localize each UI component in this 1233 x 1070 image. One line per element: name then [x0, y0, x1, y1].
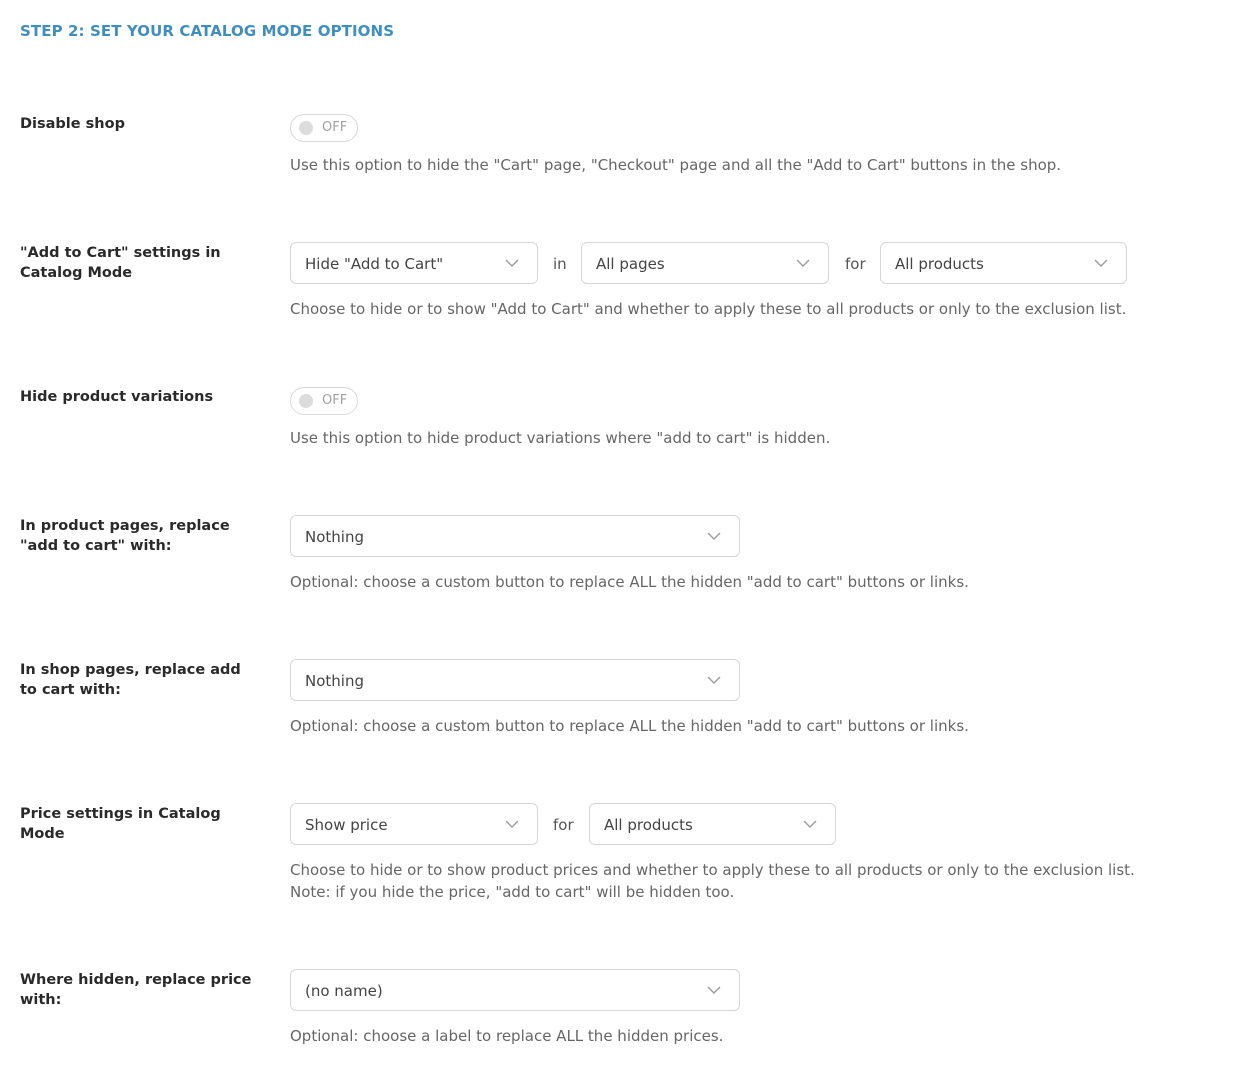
- disable-shop-toggle-state: OFF: [322, 120, 348, 135]
- shop-pages-replace-select[interactable]: [290, 659, 740, 701]
- toggle-knob-icon: [299, 121, 313, 135]
- add-to-cart-settings-label: "Add to Cart" settings in Catalog Mode: [20, 245, 221, 281]
- product-pages-replace-label: In product pages, replace "add to cart" with:: [20, 518, 230, 554]
- price-settings-label: Price settings in Catalog Mode: [20, 806, 221, 842]
- chevron-down-icon: [707, 531, 721, 541]
- price-visibility-value: Show price: [305, 816, 388, 834]
- product-pages-replace-description: Optional: choose a custom button to replace ALL the hidden "add to cart" buttons or links.: [290, 573, 969, 591]
- product-pages-replace-value: Nothing: [305, 528, 364, 546]
- add-to-cart-products-value: All products: [895, 255, 984, 273]
- shop-pages-replace-label: In shop pages, replace add to cart with:: [20, 662, 241, 698]
- hide-variations-toggle[interactable]: [290, 387, 358, 415]
- chevron-down-icon: [803, 819, 817, 829]
- hide-variations-description: Use this option to hide product variations where "add to cart" is hidden.: [290, 429, 831, 447]
- price-products-value: All products: [604, 816, 693, 834]
- price-replace-value: (no name): [305, 982, 383, 1000]
- price-products-select[interactable]: [589, 803, 836, 845]
- disable-shop-label: Disable shop: [20, 116, 125, 132]
- toggle-knob-icon: [299, 394, 313, 408]
- price-settings-description-line1: Choose to hide or to show product prices and whether to apply these to all products or only to the exclusion list.: [290, 861, 1135, 879]
- price-settings-description-line2: Note: if you hide the price, "add to cart" will be hidden too.: [290, 883, 735, 901]
- step-title: STEP 2: SET YOUR CATALOG MODE OPTIONS: [20, 22, 395, 40]
- connector-for: for: [845, 255, 866, 273]
- chevron-down-icon: [505, 819, 519, 829]
- product-pages-replace-select[interactable]: [290, 515, 740, 557]
- disable-shop-toggle[interactable]: [290, 114, 358, 142]
- connector-for: for: [553, 816, 574, 834]
- add-to-cart-products-select[interactable]: [880, 242, 1127, 284]
- shop-pages-replace-description: Optional: choose a custom button to replace ALL the hidden "add to cart" buttons or links.: [290, 717, 969, 735]
- price-replace-label: Where hidden, replace price with:: [20, 972, 252, 1008]
- chevron-down-icon: [505, 258, 519, 268]
- price-replace-description: Optional: choose a label to replace ALL the hidden prices.: [290, 1027, 724, 1045]
- hide-variations-label: Hide product variations: [20, 389, 214, 405]
- shop-pages-replace-value: Nothing: [305, 672, 364, 690]
- hide-variations-toggle-state: OFF: [322, 393, 348, 408]
- disable-shop-description: Use this option to hide the "Cart" page, "Checkout" page and all the "Add to Cart" buttons in the shop.: [290, 156, 1062, 174]
- price-replace-select[interactable]: [290, 969, 740, 1011]
- connector-in: in: [553, 255, 567, 273]
- add-to-cart-settings-description: Choose to hide or to show "Add to Cart" and whether to apply these to all products or only to the exclusion list.: [290, 300, 1127, 318]
- chevron-down-icon: [707, 675, 721, 685]
- add-to-cart-pages-select[interactable]: [581, 242, 829, 284]
- add-to-cart-pages-value: All pages: [596, 255, 665, 273]
- chevron-down-icon: [796, 258, 810, 268]
- add-to-cart-action-select[interactable]: [290, 242, 538, 284]
- chevron-down-icon: [707, 985, 721, 995]
- add-to-cart-action-value: Hide "Add to Cart": [305, 255, 444, 273]
- chevron-down-icon: [1094, 258, 1108, 268]
- price-visibility-select[interactable]: [290, 803, 538, 845]
